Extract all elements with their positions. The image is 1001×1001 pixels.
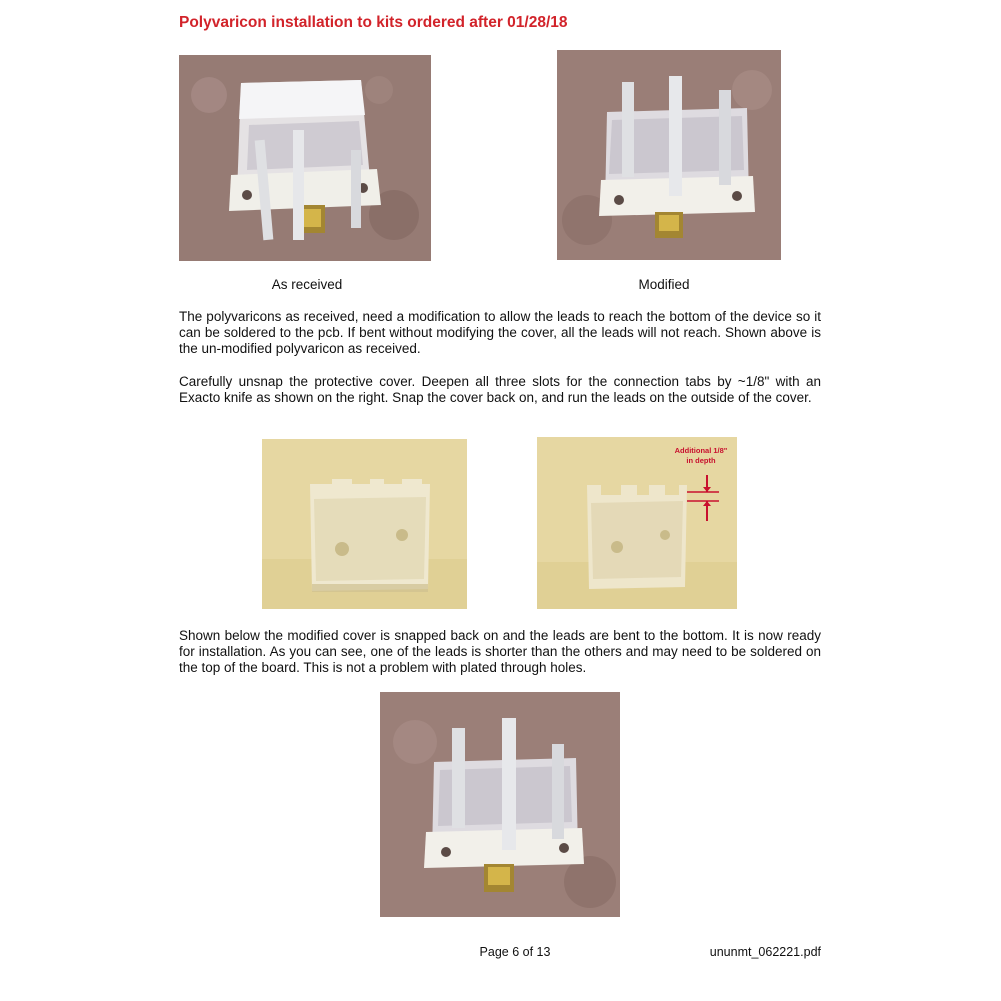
photo-as-received <box>179 55 431 261</box>
caption-modified: Modified <box>638 277 690 292</box>
file-name: ununmt_062221.pdf <box>709 945 821 959</box>
photo-modified <box>557 50 781 260</box>
document-title: Polyvaricon installation to kits ordered after 01/28/18 <box>179 14 568 31</box>
page-number: Page 6 of 13 <box>479 945 551 959</box>
annotation-line-2: in depth <box>686 456 716 465</box>
caption-as-received: As received <box>271 277 343 292</box>
photo-cover-unmodified <box>262 439 467 609</box>
annotation-line-1: Additional 1/8" <box>674 446 728 455</box>
paragraph-intro: The polyvaricons as received, need a modification to allow the leads to reach the bottom of the device so it can be soldered to the pcb. If bent without modifying the cover, all the leads will not reach. Shown above is the un-modified polyvaricon as received. <box>179 309 821 357</box>
photo-ready-for-installation <box>380 692 620 917</box>
photo-cover-modified <box>537 437 737 609</box>
paragraph-instructions: Carefully unsnap the protective cover. Deepen all three slots for the connection tabs by ~1/8" with an Exacto knife as shown on the right. Snap the cover back on, and run the leads on the outside of the cover. <box>179 374 821 406</box>
paragraph-final: Shown below the modified cover is snapped back on and the leads are bent to the bottom. It is now ready for installation. As you can see, one of the leads is shorter than the others and may need to be soldered on the top of the board. This is not a problem with plated through holes. <box>179 628 821 676</box>
annotation-additional-depth <box>665 446 737 466</box>
